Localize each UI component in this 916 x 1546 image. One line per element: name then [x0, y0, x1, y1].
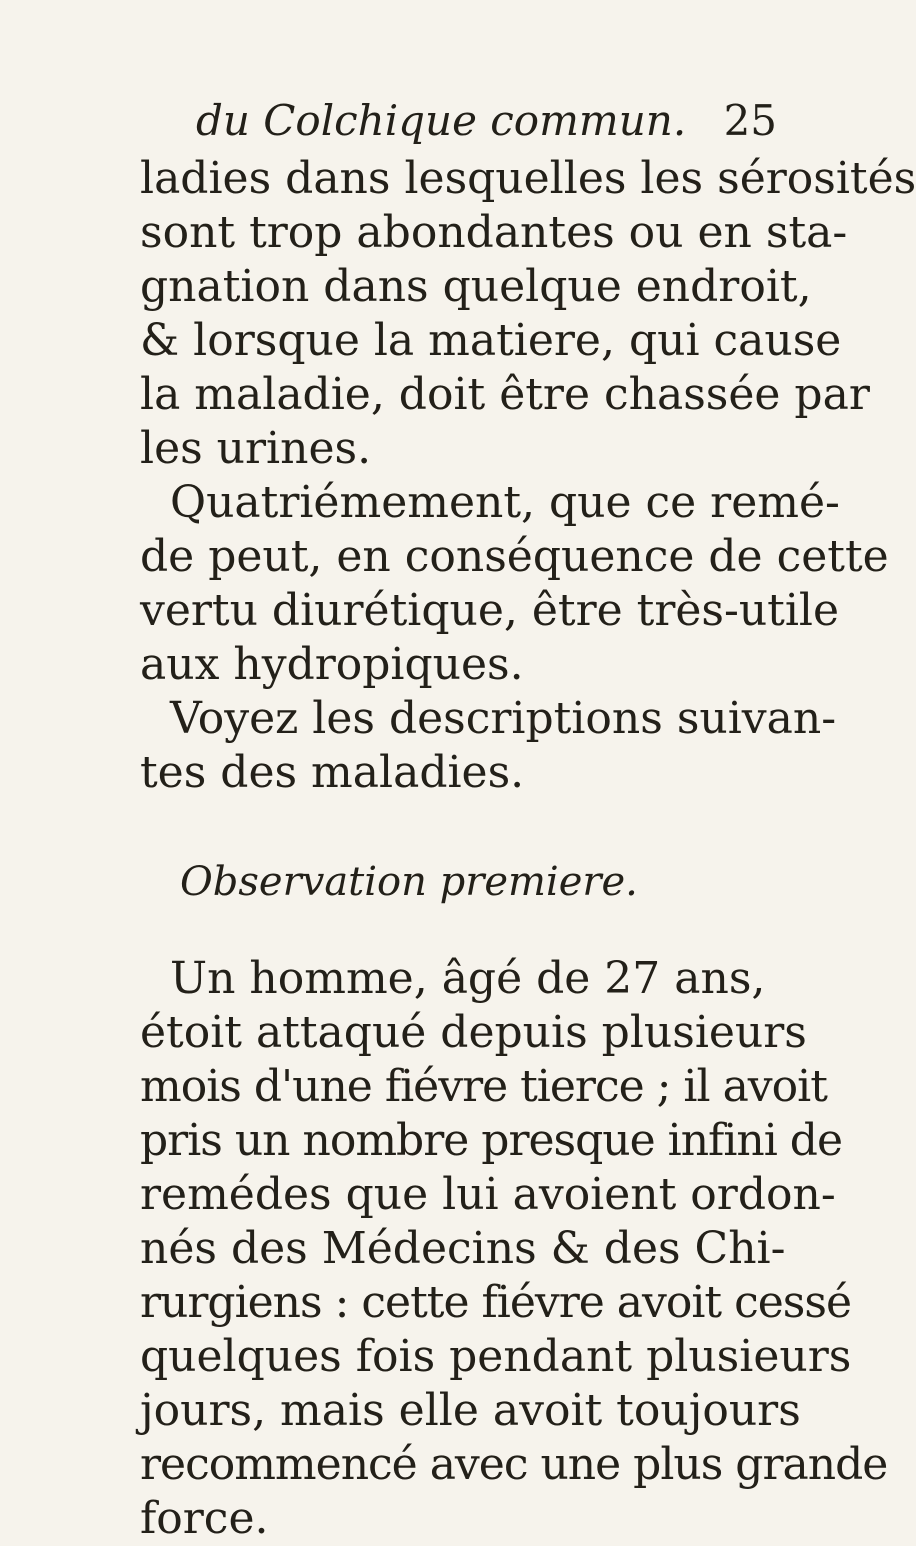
text-line: force.: [140, 1493, 269, 1544]
text-line: les urines.: [140, 423, 372, 474]
text-line: Voyez les descriptions suivan-: [170, 693, 837, 744]
text-line: de peut, en conséquence de cette: [140, 531, 889, 582]
text-line: vertu diurétique, être très-utile: [140, 585, 840, 636]
text-line: Un homme, âgé de 27 ans,: [170, 953, 766, 1004]
text-line: mois d'une fiévre tierce ; il avoit: [140, 1061, 827, 1112]
section-heading: Observation premiere.: [180, 859, 638, 905]
paragraph-quatriemement: [140, 476, 889, 692]
text-line: nés des Médecins & des Chi-: [140, 1223, 786, 1274]
text-line: pris un nombre presque infini de: [140, 1115, 842, 1166]
text-line: Quatriémement, que ce remé-: [170, 477, 840, 528]
text-line: sont trop abondantes ou en sta-: [140, 207, 848, 258]
text-line: tes des maladies.: [140, 747, 525, 798]
running-title: du Colchique commun.: [196, 96, 687, 145]
text-line: remédes que lui avoient ordon-: [140, 1169, 836, 1220]
text-line: quelques fois pendant plusieurs: [140, 1331, 852, 1382]
text-line: aux hydropiques.: [140, 639, 524, 690]
text-line: rurgiens : cette fiévre avoit cessé: [140, 1277, 851, 1328]
text-line: & lorsque la matiere, qui cause: [140, 315, 842, 366]
body-text: [140, 152, 916, 1546]
page-header: [196, 96, 778, 146]
text-line: la maladie, doit être chassée par: [140, 369, 870, 420]
text-line: gnation dans quelque endroit,: [140, 261, 812, 312]
text-line: jours, mais elle avoit toujours: [140, 1385, 801, 1436]
paragraph-continuation: [140, 152, 916, 476]
paragraph-voyez: [140, 692, 837, 800]
text-line: ladies dans lesquelles les sérosités: [140, 153, 916, 204]
paragraph-observation: [140, 952, 888, 1546]
text-line: recommencé avec une plus grande: [140, 1439, 888, 1490]
text-line: étoit attaqué depuis plusieurs: [140, 1007, 807, 1058]
page-number: 25: [723, 96, 778, 145]
